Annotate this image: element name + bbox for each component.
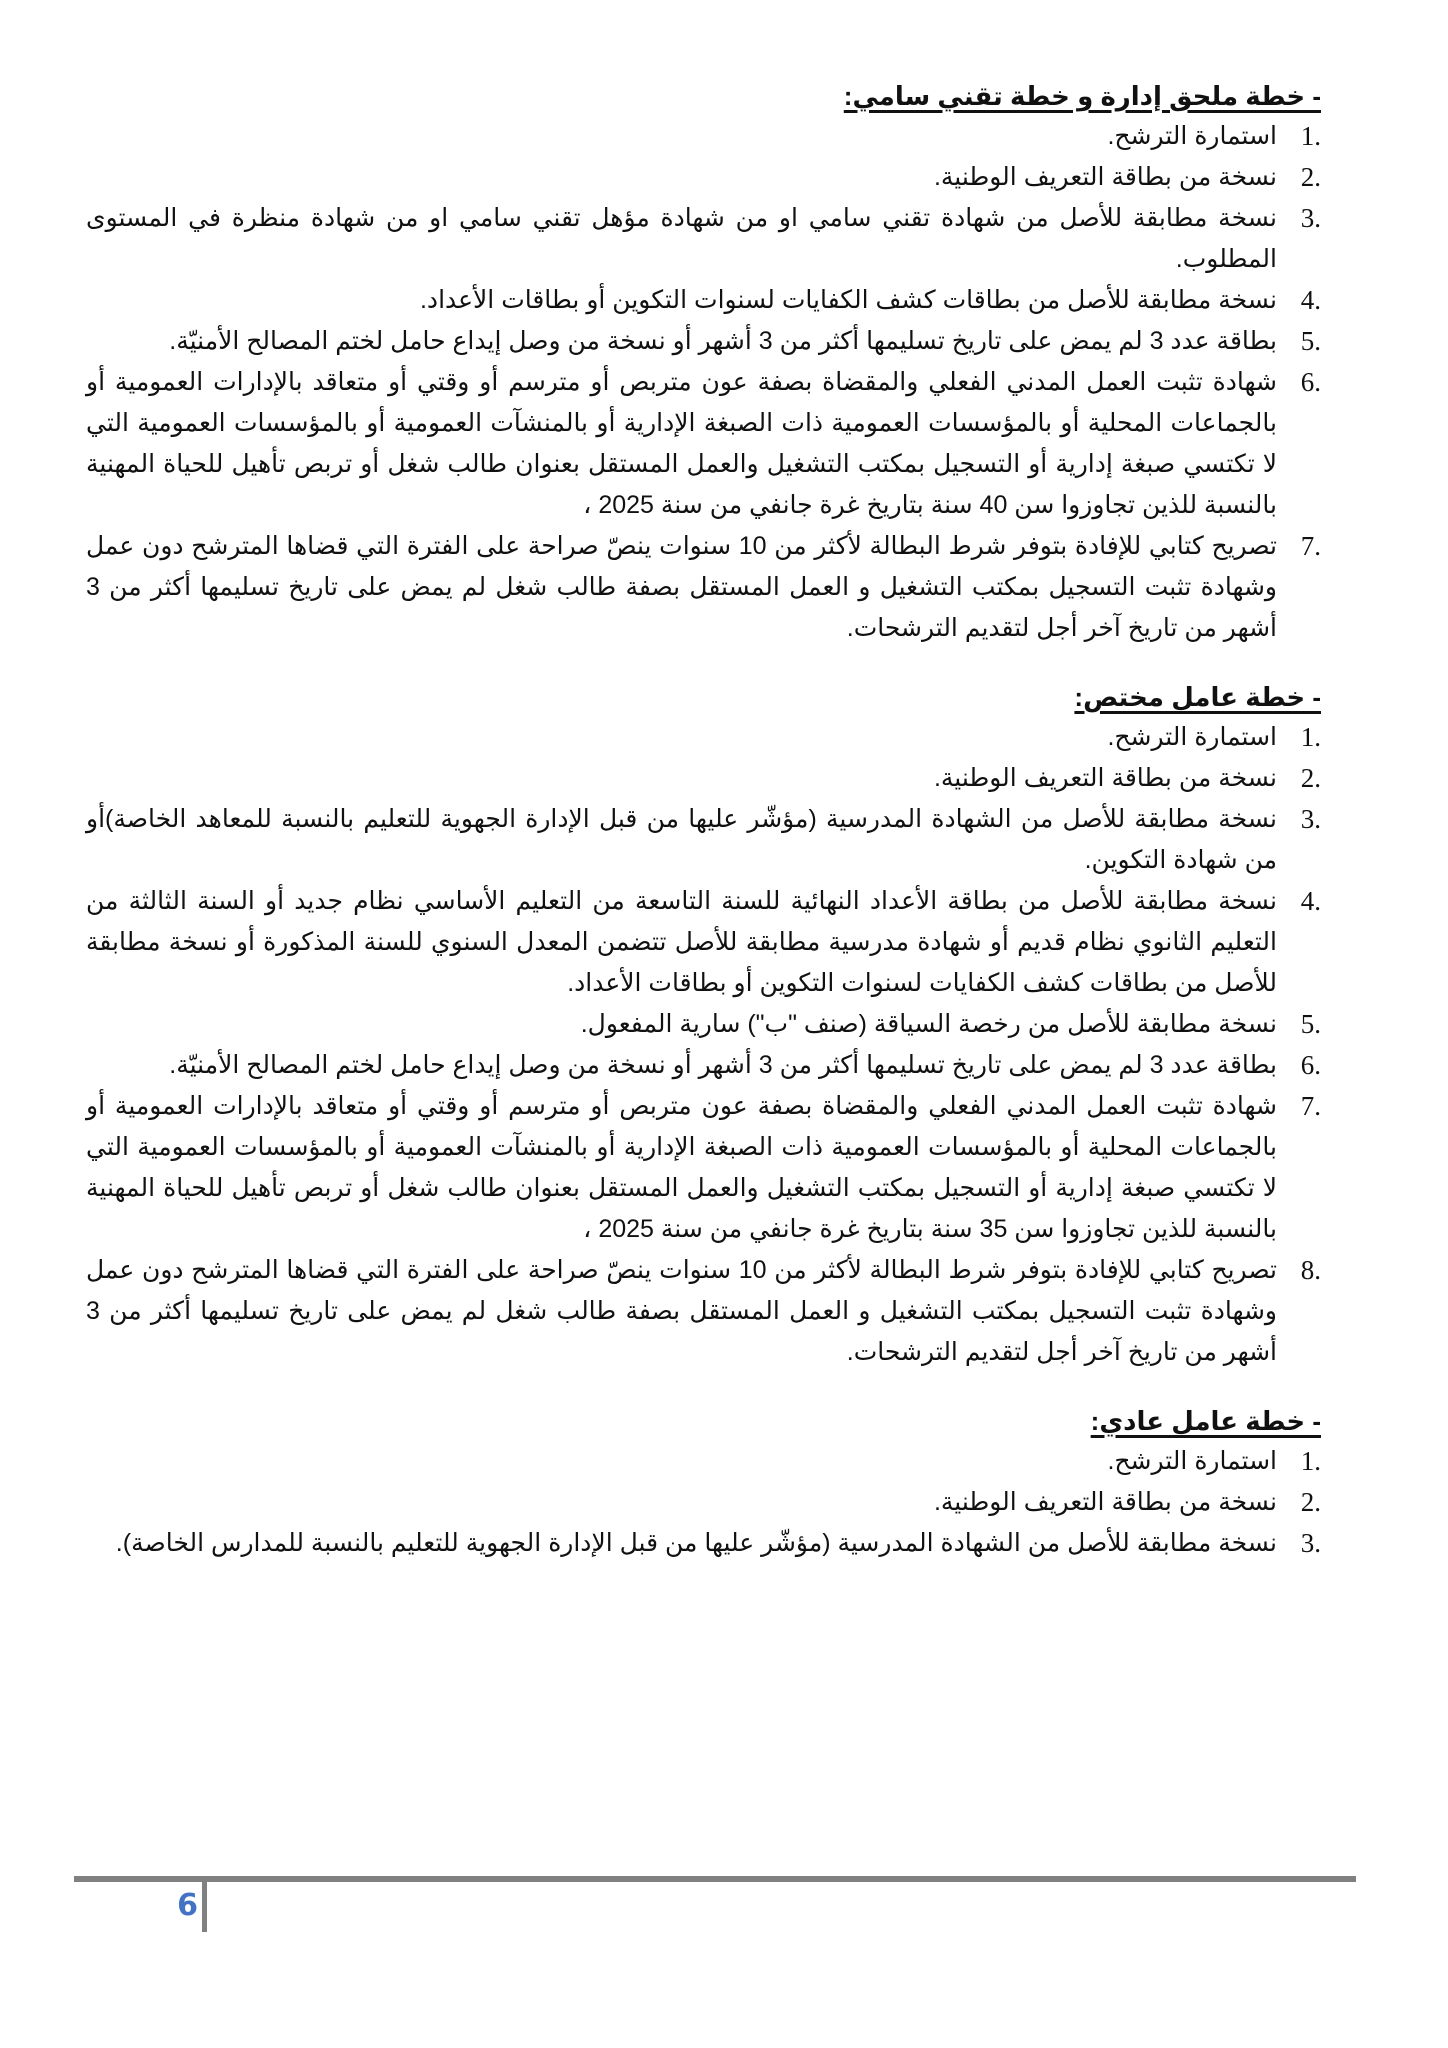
footer-rule bbox=[74, 1876, 1356, 1882]
item-text: بطاقة عدد 3 لم يمض على تاريخ تسليمها أكثر من 3 أشهر أو نسخة من وصل إيداع حامل لختم المصالح الأمنيّة. bbox=[169, 1051, 1277, 1079]
section-title: - خطة ملحق إدارة و خطة تقني سامي: bbox=[843, 81, 1321, 111]
item-number: 7. bbox=[1300, 1091, 1321, 1121]
list-item bbox=[86, 1086, 1321, 1250]
list-item bbox=[86, 717, 1321, 758]
list-item bbox=[86, 157, 1321, 198]
section-admin-attache-senior-technician bbox=[86, 78, 1321, 649]
page-number: 6 bbox=[177, 1888, 198, 1923]
item-number: 8. bbox=[1300, 1255, 1321, 1285]
item-text: تصريح كتابي للإفادة بتوفر شرط البطالة لأكثر من 10 سنوات ينصّ صراحة على الفترة التي قضاها المترشح دون عمل وشهادة تثبت التسجيل بمكتب التشغيل و العمل المستقل بصفة طالب شغل لم يمض على تاريخ تسليمها أكثر من 3 أشهر من تاريخ آخر أجل لتقديم الترشحات. bbox=[86, 532, 1277, 642]
item-text: نسخة من بطاقة التعريف الوطنية. bbox=[933, 1488, 1277, 1516]
item-number: 4. bbox=[1300, 285, 1321, 315]
item-text: نسخة مطابقة للأصل من رخصة السياقة (صنف "ب") سارية المفعول. bbox=[580, 1010, 1277, 1038]
item-text: استمارة الترشح. bbox=[1107, 723, 1277, 751]
list-item bbox=[86, 526, 1321, 649]
item-text: شهادة تثبت العمل المدني الفعلي والمقضاة بصفة عون متربص أو مترسم أو وقتي أو متعاقد بالإدارات العمومية أو بالجماعات المحلية أو بالمؤسسات العمومية ذات الصبغة الإدارية أو بالمنشآت العمومية أو بالمؤسسات العمومية التي لا تكتسي صبغة إدارية أو التسجيل بمكتب التشغيل والعمل المستقل بعنوان طالب شغل أو تربص تأهيل للحياة المهنية بالنسبة للذين تجاوزوا سن 35 سنة بتاريخ غرة جانفي من سنة 2025 ، bbox=[86, 1092, 1277, 1243]
item-number: 1. bbox=[1300, 121, 1321, 151]
list-item bbox=[86, 1523, 1321, 1564]
item-text: بطاقة عدد 3 لم يمض على تاريخ تسليمها أكثر من 3 أشهر أو نسخة من وصل إيداع حامل لختم المصالح الأمنيّة. bbox=[169, 327, 1277, 355]
list-item bbox=[86, 1441, 1321, 1482]
item-number: 2. bbox=[1300, 1487, 1321, 1517]
item-number: 5. bbox=[1300, 1009, 1321, 1039]
item-number: 5. bbox=[1300, 326, 1321, 356]
requirements-list bbox=[86, 717, 1321, 1373]
item-text: شهادة تثبت العمل المدني الفعلي والمقضاة بصفة عون متربص أو مترسم أو وقتي أو متعاقد بالإدارات العمومية أو بالجماعات المحلية أو بالمؤسسات العمومية ذات الصبغة الإدارية أو بالمنشآت العمومية أو بالمؤسسات العمومية التي لا تكتسي صبغة إدارية أو التسجيل بمكتب التشغيل والعمل المستقل بعنوان طالب شغل أو تربص تأهيل للحياة المهنية بالنسبة للذين تجاوزوا سن 40 سنة بتاريخ غرة جانفي من سنة 2025 ، bbox=[86, 368, 1277, 519]
document-page bbox=[86, 78, 1321, 1594]
item-text: استمارة الترشح. bbox=[1107, 122, 1277, 150]
section-ordinary-worker bbox=[86, 1403, 1321, 1564]
item-number: 1. bbox=[1300, 722, 1321, 752]
item-text: نسخة مطابقة للأصل من الشهادة المدرسية (مؤشّر عليها من قبل الإدارة الجهوية للتعليم بالنسبة للمعاهد الخاصة)أو من شهادة التكوين. bbox=[86, 805, 1277, 874]
list-item bbox=[86, 198, 1321, 280]
list-item bbox=[86, 799, 1321, 881]
section-specialized-worker bbox=[86, 679, 1321, 1373]
list-item bbox=[86, 758, 1321, 799]
list-item bbox=[86, 116, 1321, 157]
item-number: 3. bbox=[1300, 804, 1321, 834]
list-item bbox=[86, 362, 1321, 526]
item-text: تصريح كتابي للإفادة بتوفر شرط البطالة لأكثر من 10 سنوات ينصّ صراحة على الفترة التي قضاها المترشح دون عمل وشهادة تثبت التسجيل بمكتب التشغيل و العمل المستقل بصفة طالب شغل لم يمض على تاريخ تسليمها أكثر من 3 أشهر من تاريخ آخر أجل لتقديم الترشحات. bbox=[86, 1256, 1277, 1366]
item-text: استمارة الترشح. bbox=[1107, 1447, 1277, 1475]
item-text: نسخة من بطاقة التعريف الوطنية. bbox=[933, 163, 1277, 191]
requirements-list bbox=[86, 1441, 1321, 1564]
item-text: نسخة مطابقة للأصل من بطاقة الأعداد النهائية للسنة التاسعة من التعليم الأساسي نظام جديد أو السنة الثالثة من التعليم الثانوي نظام قديم أو شهادة مدرسية مطابقة للأصل تتضمن المعدل السنوي للسنة المذكورة أو نسخة مطابقة للأصل من بطاقات كشف الكفايات لسنوات التكوين أو بطاقات الأعداد. bbox=[86, 887, 1277, 997]
list-item bbox=[86, 280, 1321, 321]
section-title: - خطة عامل مختص: bbox=[1074, 682, 1321, 712]
item-text: نسخة من بطاقة التعريف الوطنية. bbox=[933, 764, 1277, 792]
footer-divider bbox=[202, 1880, 207, 1932]
list-item bbox=[86, 321, 1321, 362]
list-item bbox=[86, 1482, 1321, 1523]
list-item bbox=[86, 1250, 1321, 1373]
item-number: 6. bbox=[1300, 1050, 1321, 1080]
item-number: 6. bbox=[1300, 367, 1321, 397]
section-title: - خطة عامل عادي: bbox=[1090, 1406, 1321, 1436]
item-number: 1. bbox=[1300, 1446, 1321, 1476]
item-number: 3. bbox=[1300, 203, 1321, 233]
list-item bbox=[86, 1004, 1321, 1045]
item-number: 3. bbox=[1300, 1528, 1321, 1558]
item-text: نسخة مطابقة للأصل من شهادة تقني سامي او من شهادة مؤهل تقني سامي او من شهادة منظرة في المستوى المطلوب. bbox=[86, 204, 1277, 273]
item-number: 7. bbox=[1300, 531, 1321, 561]
item-number: 2. bbox=[1300, 763, 1321, 793]
requirements-list bbox=[86, 116, 1321, 649]
item-text: نسخة مطابقة للأصل من بطاقات كشف الكفايات لسنوات التكوين أو بطاقات الأعداد. bbox=[419, 286, 1277, 314]
list-item bbox=[86, 1045, 1321, 1086]
list-item bbox=[86, 881, 1321, 1004]
item-number: 4. bbox=[1300, 886, 1321, 916]
item-text: نسخة مطابقة للأصل من الشهادة المدرسية (مؤشّر عليها من قبل الإدارة الجهوية للتعليم بالنسبة للمدارس الخاصة). bbox=[115, 1529, 1277, 1557]
item-number: 2. bbox=[1300, 162, 1321, 192]
